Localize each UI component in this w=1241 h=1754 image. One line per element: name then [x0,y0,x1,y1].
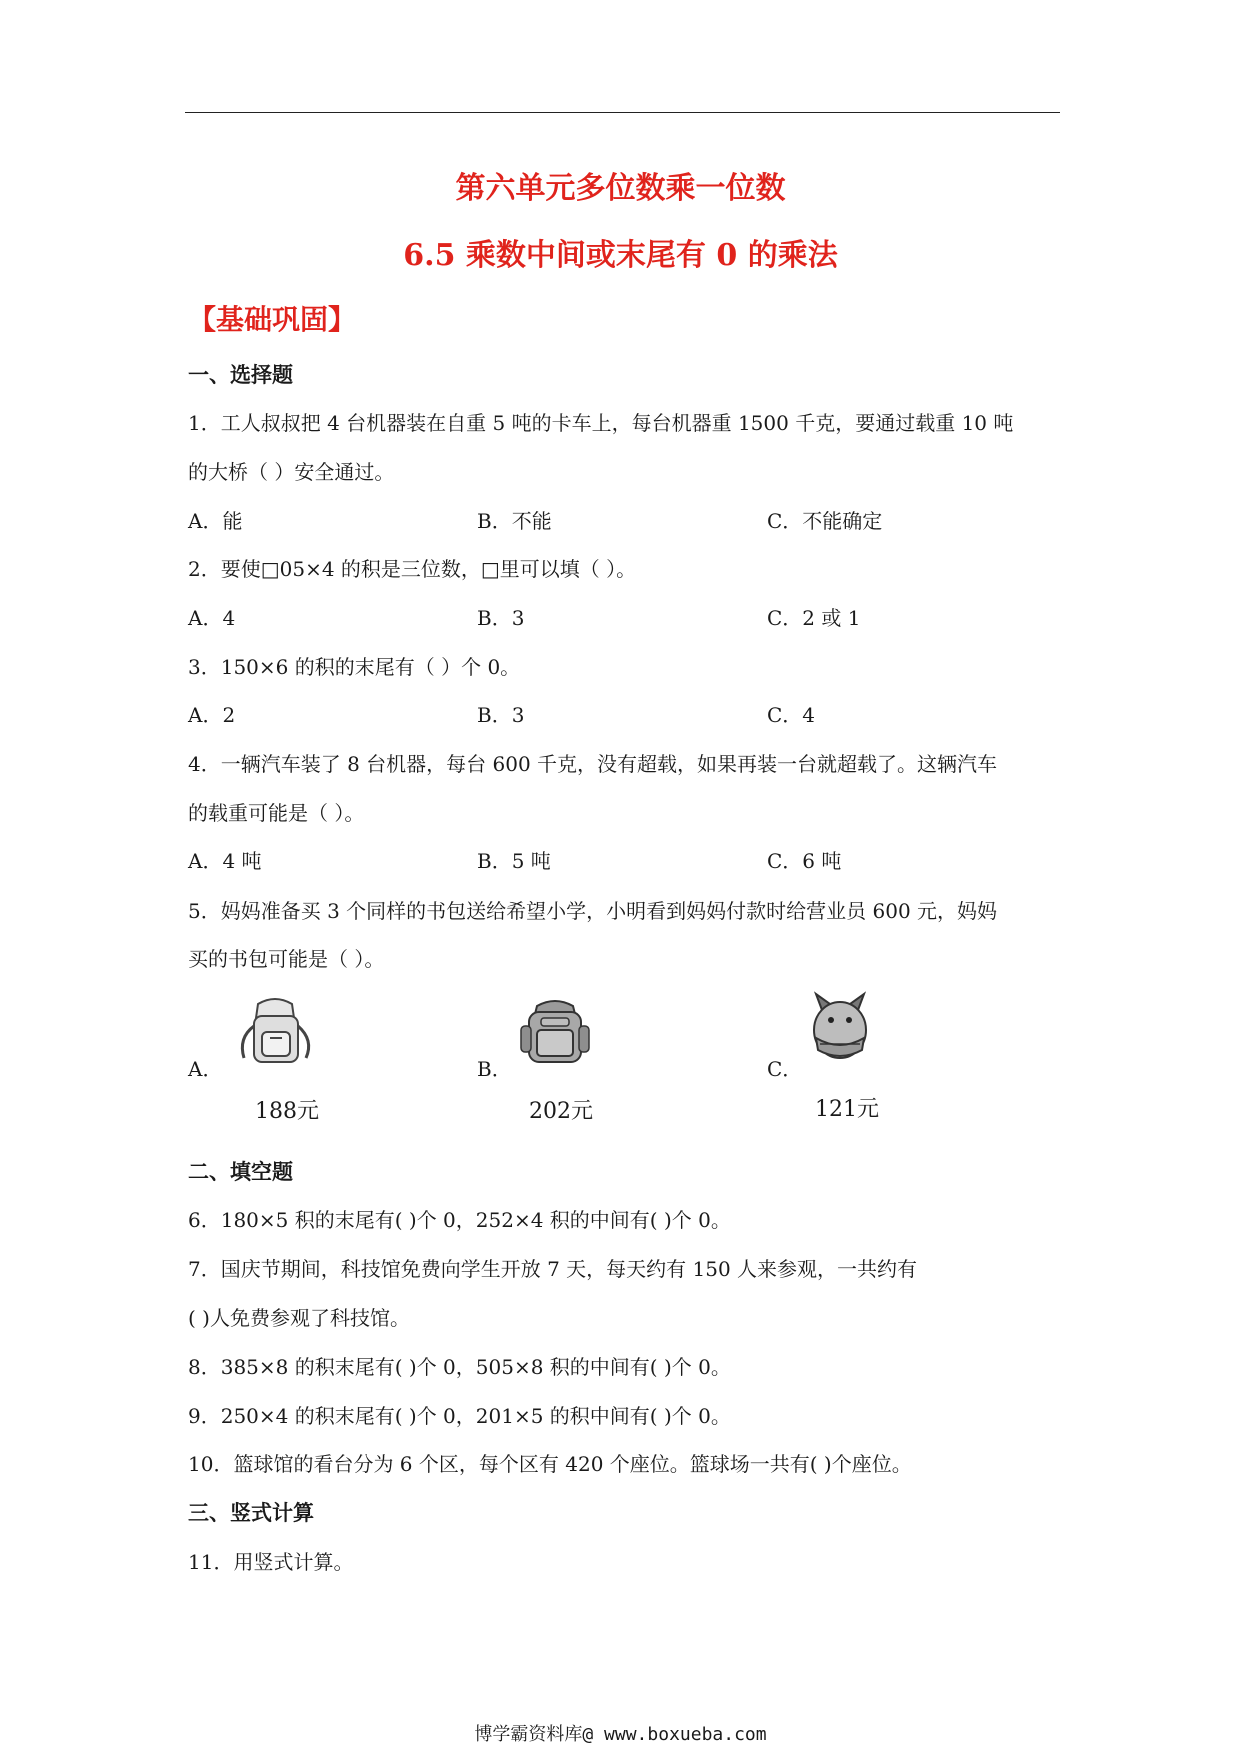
question-4-option-b: B．5 吨 [477,849,551,873]
question-3-option-a: A．2 [188,703,236,727]
question-5-option-c: C． [767,1057,803,1081]
question-5-price-b: 202元 [529,1099,593,1124]
question-1-line-1: 1．工人叔叔把 4 台机器装在自重 5 吨的卡车上，每台机器重 1500 千克，要通过载重 10 吨 [188,411,1014,435]
backpack-a-image [230,996,320,1068]
question-2-option-b: B．3 [477,606,525,630]
question-8: 8．385×8 的积末尾有( )个 0，505×8 积的中间有( )个 0。 [188,1355,731,1379]
question-5-option-b: B． [477,1057,512,1081]
question-4-option-a: A．4 吨 [188,849,262,873]
question-9: 9．250×4 的积末尾有( )个 0，201×5 的积中间有( )个 0。 [188,1404,731,1428]
question-1-option-a: A．能 [188,509,243,533]
question-5-price-c: 121元 [815,1097,879,1122]
question-4-line-2: 的载重可能是（ ）。 [188,801,365,825]
question-4-option-c: C．6 吨 [767,849,842,873]
backpack-c-image [800,990,880,1062]
question-2-option-c: C．2 或 1 [767,606,861,630]
lesson-title: 6.5 乘数中间或末尾有 0 的乘法 [403,238,838,273]
section-tag: 【基础巩固】 [188,303,357,336]
question-5-line-1: 5．妈妈准备买 3 个同样的书包送给希望小学，小明看到妈妈付款时给营业员 600 元，妈妈 [188,899,998,923]
question-10: 10．篮球馆的看台分为 6 个区，每个区有 420 个座位。篮球场一共有( )个座位。 [188,1452,912,1476]
question-2-option-a: A．4 [188,606,236,630]
question-2-line-1: 2．要使□05×4 的积是三位数，□里可以填（ ）。 [188,557,637,581]
backpack-b-image [515,996,595,1068]
question-3-line-1: 3．150×6 的积的末尾有（ ）个 0。 [188,655,521,679]
question-7-line-1: 7．国庆节期间，科技馆免费向学生开放 7 天，每天约有 150 人来参观，一共约有 [188,1257,918,1281]
question-5-price-a: 188元 [255,1099,319,1124]
section-heading-fill: 二、填空题 [188,1159,293,1184]
header-rule [185,112,1060,113]
question-3-option-c: C．4 [767,703,816,727]
question-7-line-2: ( )人免费参观了科技馆。 [188,1306,410,1330]
question-3-option-b: B．3 [477,703,525,727]
question-5-line-2: 买的书包可能是（ ）。 [188,947,385,971]
question-1-option-b: B．不能 [477,509,552,533]
unit-title: 第六单元多位数乘一位数 [455,171,786,206]
question-11: 11．用竖式计算。 [188,1550,354,1574]
question-1-option-c: C．不能确定 [767,509,883,533]
footer-watermark: 博学霸资料库@ www.boxueba.com [474,1724,767,1745]
section-heading-vertical: 三、竖式计算 [188,1500,314,1525]
question-4-line-1: 4．一辆汽车装了 8 台机器，每台 600 千克，没有超载，如果再装一台就超载了。这辆汽车 [188,752,998,776]
question-1-line-2: 的大桥（ ）安全通过。 [188,460,395,484]
question-5-option-a: A． [188,1057,223,1081]
section-heading-choice: 一、选择题 [188,362,293,387]
question-6: 6．180×5 积的末尾有( )个 0，252×4 积的中间有( )个 0。 [188,1208,731,1232]
